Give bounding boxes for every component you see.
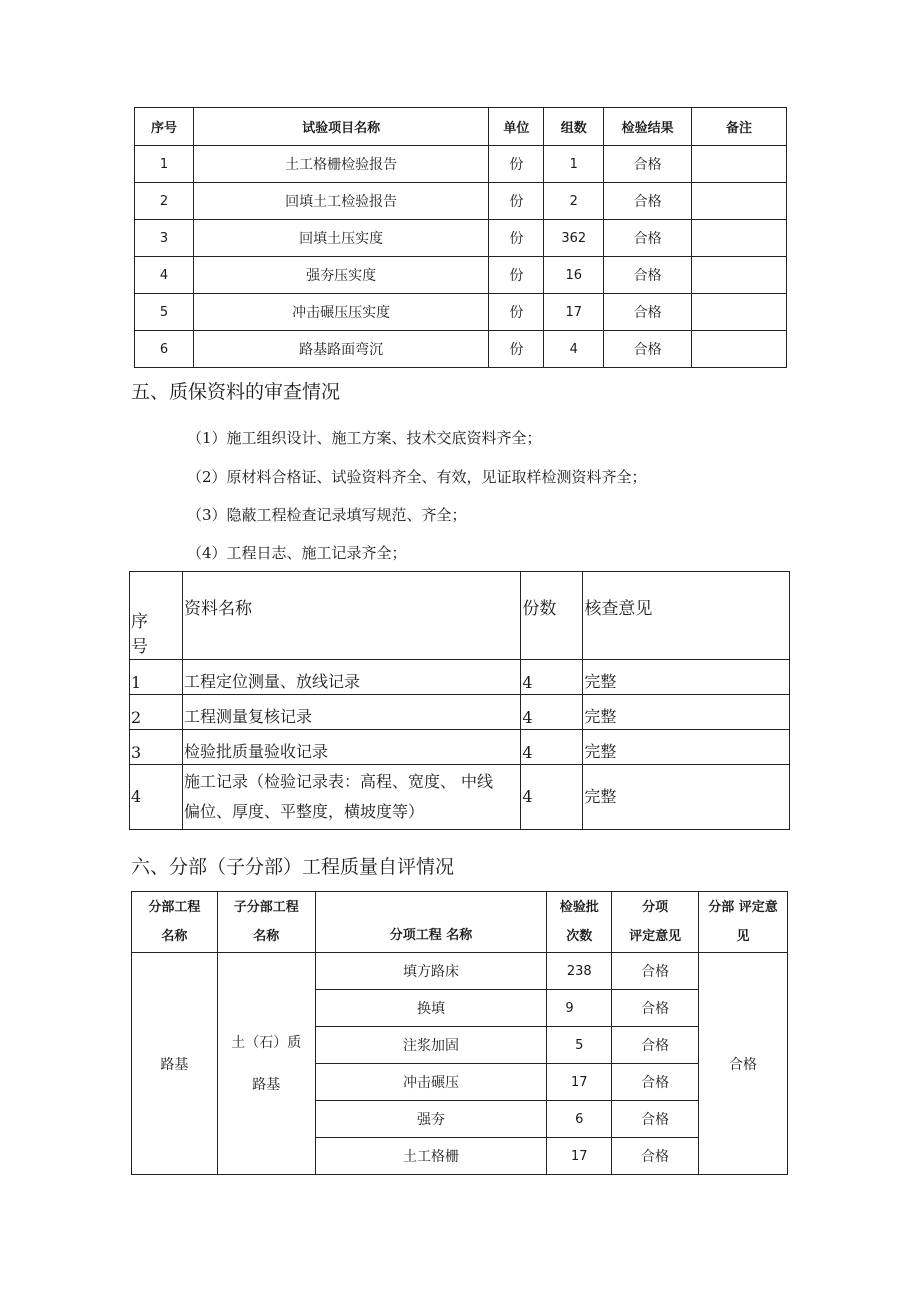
col-header-item-eval: 分项 评定意见	[612, 892, 699, 953]
cell-name-line: 偏位、厚度、平整度，横坡度等）	[183, 802, 424, 821]
cell-no: 3	[130, 730, 183, 765]
table-row	[130, 730, 790, 765]
cell-name-line: 施工记录（检验记录表：高程、宽度、 中线	[183, 772, 494, 791]
table-row	[135, 220, 787, 257]
cell-result: 合格	[604, 331, 692, 368]
paragraph: （4）工程日志、施工记录齐全；	[187, 544, 407, 562]
col-header-batches: 检验批 次数	[547, 892, 612, 953]
cell-result: 合格	[604, 220, 692, 257]
cell-copies: 4	[521, 765, 583, 830]
col-header-name: 试验项目名称	[193, 108, 488, 146]
table-row	[130, 765, 790, 830]
cell-division: 路基	[132, 953, 218, 1175]
cell-item: 注浆加固	[315, 1027, 547, 1064]
cell-subdivision: 土（石）质 路基	[217, 953, 315, 1175]
col-header-unit: 单位	[489, 108, 544, 146]
cell-result: 合格	[604, 294, 692, 331]
cell-count: 16	[544, 257, 604, 294]
cell-count: 362	[544, 220, 604, 257]
cell-copies: 4	[521, 695, 583, 730]
cell-name: 土工格栅检验报告	[193, 146, 488, 183]
cell-item: 土工格栅	[315, 1138, 547, 1175]
cell-no: 4	[130, 765, 183, 830]
table-header-row	[130, 572, 790, 660]
col-header-remark: 备注	[692, 108, 787, 146]
cell-no: 3	[135, 220, 194, 257]
cell-batches: 17	[547, 1138, 612, 1175]
col-header-no: 序号	[135, 108, 194, 146]
paragraph: （3）隐蔽工程检查记录填写规范、齐全；	[187, 506, 467, 524]
table-row	[132, 953, 788, 990]
col-header-division: 分部工程 名称	[132, 892, 218, 953]
cell-count: 4	[544, 331, 604, 368]
cell-count: 2	[544, 183, 604, 220]
cell-name	[182, 765, 520, 830]
cell-opinion: 完整	[583, 695, 790, 730]
cell-remark	[692, 257, 787, 294]
table-row	[135, 331, 787, 368]
evaluation-table	[131, 891, 788, 1175]
table-header-row	[132, 892, 788, 953]
cell-count: 1	[544, 146, 604, 183]
cell-remark	[692, 146, 787, 183]
cell-remark	[692, 220, 787, 257]
cell-result: 合格	[612, 953, 699, 990]
cell-name: 工程定位测量、放线记录	[182, 660, 520, 695]
cell-name: 回填土压实度	[193, 220, 488, 257]
col-header-opinion: 核查意见	[583, 572, 790, 660]
cell-item: 冲击碾压	[315, 1064, 547, 1101]
documents-table	[129, 571, 790, 830]
cell-name: 冲击碾压压实度	[193, 294, 488, 331]
cell-result: 合格	[604, 146, 692, 183]
cell-opinion: 完整	[583, 730, 790, 765]
cell-result: 合格	[612, 990, 699, 1027]
table-row	[135, 294, 787, 331]
cell-item: 换填	[315, 990, 547, 1027]
col-header-count: 组数	[544, 108, 604, 146]
col-header-name: 资料名称	[182, 572, 520, 660]
cell-batches: 6	[547, 1101, 612, 1138]
cell-batches: 9	[547, 990, 612, 1027]
cell-name: 检验批质量验收记录	[182, 730, 520, 765]
cell-unit: 份	[489, 331, 544, 368]
cell-count: 17	[544, 294, 604, 331]
cell-no: 1	[130, 660, 183, 695]
cell-name: 回填土工检验报告	[193, 183, 488, 220]
cell-copies: 4	[521, 730, 583, 765]
cell-opinion: 完整	[583, 660, 790, 695]
col-header-division-eval: 分部 评定意 见	[699, 892, 788, 953]
col-header-result: 检验结果	[604, 108, 692, 146]
cell-item: 强夯	[315, 1101, 547, 1138]
cell-item: 填方路床	[315, 953, 547, 990]
cell-name: 工程测量复核记录	[182, 695, 520, 730]
cell-opinion: 完整	[583, 765, 790, 830]
cell-batches: 5	[547, 1027, 612, 1064]
section-heading: 五、质保资料的审查情况	[131, 381, 341, 403]
cell-result: 合格	[612, 1027, 699, 1064]
cell-unit: 份	[489, 294, 544, 331]
table-row	[130, 660, 790, 695]
cell-name: 强夯压实度	[193, 257, 488, 294]
cell-result: 合格	[612, 1064, 699, 1101]
cell-no: 5	[135, 294, 194, 331]
col-header-item: 分项工程 名称	[315, 892, 547, 953]
cell-no: 1	[135, 146, 194, 183]
cell-unit: 份	[489, 257, 544, 294]
cell-unit: 份	[489, 146, 544, 183]
cell-no: 2	[130, 695, 183, 730]
cell-name: 路基路面弯沉	[193, 331, 488, 368]
cell-result: 合格	[604, 257, 692, 294]
cell-copies: 4	[521, 660, 583, 695]
cell-division-result: 合格	[699, 953, 788, 1175]
table-row	[135, 257, 787, 294]
cell-result: 合格	[612, 1138, 699, 1175]
cell-no: 2	[135, 183, 194, 220]
paragraph: （2）原材料合格证、试验资料齐全、有效，见证取样检测资料齐全；	[187, 468, 647, 486]
cell-result: 合格	[612, 1101, 699, 1138]
cell-no: 6	[135, 331, 194, 368]
cell-unit: 份	[489, 183, 544, 220]
col-header-subdivision: 子分部工程 名称	[217, 892, 315, 953]
table-row	[135, 183, 787, 220]
cell-remark	[692, 183, 787, 220]
section-heading: 六、分部（子分部）工程质量自评情况	[131, 856, 455, 878]
col-header-copies: 份数	[521, 572, 583, 660]
cell-batches: 17	[547, 1064, 612, 1101]
test-items-table	[134, 107, 787, 368]
table-header-row	[135, 108, 787, 146]
cell-remark	[692, 331, 787, 368]
cell-unit: 份	[489, 220, 544, 257]
cell-remark	[692, 294, 787, 331]
cell-result: 合格	[604, 183, 692, 220]
table-row	[135, 146, 787, 183]
paragraph: （1）施工组织设计、施工方案、技术交底资料齐全；	[187, 429, 542, 447]
col-header-no: 序 号	[130, 572, 183, 660]
cell-no: 4	[135, 257, 194, 294]
cell-batches: 238	[547, 953, 612, 990]
table-row	[130, 695, 790, 730]
